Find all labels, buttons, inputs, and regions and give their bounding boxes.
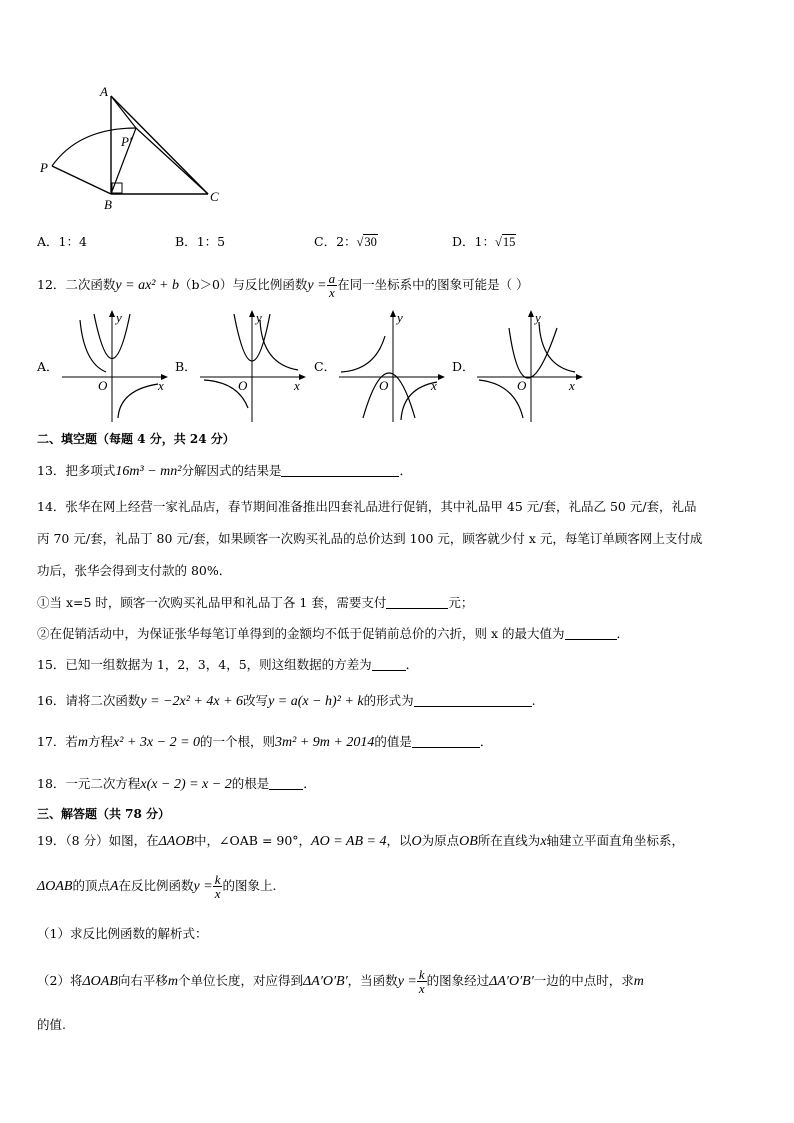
q19-line-2 <box>37 873 276 900</box>
segment-ob: OB <box>459 834 478 849</box>
triangle-image: ΔA′O′B′ <box>489 974 534 989</box>
question-text: ②在促销活动中，为保证张华每笔订单得到的金额均不低于促销前总价的六折，则 x 的最大值为 <box>37 626 565 641</box>
punctuation: . <box>531 693 536 708</box>
question-text: 方程 <box>88 734 114 749</box>
variable-m: m <box>633 974 644 989</box>
graph-d[interactable] <box>475 308 585 424</box>
question-12 <box>37 272 529 299</box>
option-label: C． <box>314 234 337 249</box>
origin-label: O <box>379 378 389 393</box>
denominator: x <box>328 285 335 300</box>
sqrt-expression: √30 <box>356 235 377 249</box>
y-label: y <box>397 310 403 325</box>
denominator: x <box>214 886 221 901</box>
expression: 3m² + 9m + 2014 <box>275 735 375 750</box>
q14-line-3: 功后，张华会得到支付款的 80%． <box>37 563 232 578</box>
parabola <box>509 328 557 378</box>
option-value: 1： <box>474 234 495 249</box>
answer-blank[interactable] <box>269 777 303 790</box>
unit: 元； <box>448 595 474 610</box>
numerator: k <box>418 967 425 982</box>
punctuation: ． <box>303 776 316 791</box>
graph-b[interactable] <box>198 308 308 424</box>
question-18 <box>37 777 316 792</box>
question-text: 在同一坐标系中的图象可能是（ ） <box>337 277 529 292</box>
y-axis-arrow <box>528 310 534 317</box>
question-text: 的一个根，则 <box>200 734 276 749</box>
formula: y = <box>397 974 417 989</box>
variable-x: x <box>540 834 547 849</box>
question-text: 向右平移 <box>117 973 168 988</box>
question-text: ①当 x=5 时，顾客一次购买礼品甲和礼品丁各 1 套，需要支付 <box>37 595 387 610</box>
x-label: x <box>294 378 300 393</box>
question-text: 17．若 <box>37 734 78 749</box>
question-text: 在反比例函数 <box>118 878 194 893</box>
triangle-oab: ΔOAB <box>82 974 118 989</box>
question-text: 分解因式的结果是 <box>181 463 282 478</box>
question-number: 12． <box>37 277 66 292</box>
q14-sub-1 <box>37 596 473 610</box>
q11-option-a[interactable] <box>37 236 87 249</box>
question-text: ，以 <box>386 833 412 848</box>
graph-option-label-c[interactable]: C． <box>314 359 337 374</box>
question-text: （2）将 <box>37 973 83 988</box>
segment-AP-prime <box>111 96 136 128</box>
question-15 <box>37 658 418 672</box>
geometry-figure <box>34 80 234 210</box>
punctuation: ． <box>616 626 630 641</box>
option-value: 1：4 <box>58 234 87 249</box>
origin-label: O <box>517 378 527 393</box>
q14-line-2: 丙 70 元/套，礼品丁 80 元/套，如果顾客一次购买礼品的总价达到 100 元，顾客就少付 x 元，每笔订单顾客网上支付成 <box>37 531 703 546</box>
radicand: 15 <box>502 235 516 249</box>
label-P-prime: P′ <box>121 134 132 149</box>
hyperbola-branch-2 <box>260 320 298 370</box>
variable-m: m <box>167 974 179 989</box>
graph-option-label-b[interactable]: B． <box>175 359 197 374</box>
fraction <box>327 272 338 299</box>
point-o: O <box>411 834 422 849</box>
option-label: D． <box>452 234 475 249</box>
x-axis-arrow <box>576 374 583 380</box>
graph-option-label-d[interactable]: D． <box>452 359 475 374</box>
numerator: k <box>214 872 221 887</box>
q19-part-2 <box>37 968 644 995</box>
y-label: y <box>535 310 541 325</box>
label-P: P <box>40 160 48 175</box>
question-text: 的值是 <box>374 734 412 749</box>
q11-option-b[interactable] <box>175 236 225 249</box>
punctuation: ． <box>399 463 412 478</box>
question-text: 的顶点 <box>72 878 110 893</box>
graph-c[interactable] <box>337 308 447 424</box>
segment-PB <box>52 166 111 194</box>
question-text: 的根是 <box>231 776 270 791</box>
formula: y = <box>307 278 327 293</box>
question-text: 的图象经过 <box>426 973 490 988</box>
question-text: 所在直线为 <box>477 833 541 848</box>
origin-label: O <box>98 378 108 393</box>
formula: y = −2x² + 4x + 6 <box>140 694 244 709</box>
q19-part-2-end: 的值. <box>37 1017 66 1032</box>
expression: 16m³ − mn² <box>115 464 182 479</box>
question-13 <box>37 464 412 479</box>
question-text: 13．把多项式 <box>37 463 116 478</box>
x-axis-arrow <box>299 374 306 380</box>
equation: x(x − 2) = x − 2 <box>140 777 232 792</box>
option-label: A． <box>37 234 59 249</box>
variable-m: m <box>77 735 89 750</box>
hyperbola-branch-1 <box>341 336 385 372</box>
point-a: A <box>109 879 119 894</box>
q19-line-1 <box>37 835 684 849</box>
equation: AO = AB = 4 <box>311 834 387 849</box>
option-label: B． <box>175 234 197 249</box>
x-label: x <box>431 378 437 393</box>
y-axis-arrow <box>249 310 255 317</box>
answer-blank[interactable] <box>386 596 448 609</box>
equation: x² + 3x − 2 = 0 <box>113 735 201 750</box>
triangle-aob: ΔAOB <box>158 834 195 849</box>
q11-option-d[interactable] <box>452 236 516 249</box>
origin-label: O <box>238 378 248 393</box>
question-text: 的图象上. <box>222 878 277 893</box>
q14-line-1: 14．张华在网上经营一家礼品店，春节期间准备推出四套礼品进行促销，其中礼品甲 45 元/套，礼品乙 50 元/套，礼品 <box>37 499 697 514</box>
numerator: a <box>328 271 336 286</box>
y-label: y <box>116 310 122 325</box>
question-text: 改写 <box>243 693 269 708</box>
triangle-image: ΔA′O′B′ <box>303 974 348 989</box>
answer-blank[interactable] <box>281 464 399 477</box>
question-17 <box>37 735 492 750</box>
question-text: ，当函数 <box>347 973 398 988</box>
parabola <box>363 373 415 418</box>
answer-blank[interactable] <box>565 627 617 640</box>
q19-part-1: （1）求反比例函数的解析式： <box>37 926 208 941</box>
question-text: 18．一元二次方程 <box>37 776 141 791</box>
radicand: 30 <box>364 235 377 249</box>
x-label: x <box>158 378 164 393</box>
question-text: 一边的中点时，求 <box>533 973 634 988</box>
question-text: 为原点 <box>421 833 460 848</box>
question-text: 19．（8 分）如图，在 <box>37 833 159 848</box>
option-value: 2： <box>336 234 357 249</box>
formula: y = a(x − h)² + k <box>268 694 364 709</box>
y-label: y <box>256 310 262 325</box>
question-text: （b＞0）与反比例函数 <box>178 277 308 292</box>
answer-blank[interactable] <box>412 735 480 748</box>
graph-a[interactable] <box>60 308 170 424</box>
formula: y = <box>193 879 213 894</box>
hyperbola-branch-2 <box>118 384 158 418</box>
label-A: A <box>100 84 108 99</box>
question-text: 个单位长度，对应得到 <box>178 973 304 988</box>
punctuation: ． <box>405 657 419 672</box>
label-B: B <box>104 197 112 210</box>
question-text: 中，∠OAB = 90°， <box>194 833 312 848</box>
question-16 <box>37 694 536 709</box>
denominator: x <box>418 981 425 996</box>
answer-blank[interactable] <box>372 658 406 671</box>
q14-sub-2 <box>37 627 629 641</box>
question-text: 16．请将二次函数 <box>37 693 141 708</box>
option-value: 1：5 <box>196 234 226 249</box>
question-text: 的形式为 <box>363 693 414 708</box>
q11-option-c[interactable] <box>314 236 378 249</box>
section-title: 二、填空题（每题 4 分，共 24 分） <box>37 432 235 446</box>
x-label: x <box>569 378 575 393</box>
triangle-oab: ΔOAB <box>37 879 73 894</box>
question-text: 轴建立平面直角坐标系， <box>546 833 685 848</box>
y-axis-arrow <box>109 310 115 317</box>
y-axis-arrow <box>390 310 396 317</box>
graph-option-label-a[interactable]: A． <box>37 359 59 374</box>
punctuation: ． <box>479 734 493 749</box>
segment-P-prime-C <box>136 128 208 194</box>
section-title: 三、解答题（共 78 分） <box>37 807 171 821</box>
answer-blank[interactable] <box>414 694 532 707</box>
sqrt-expression: √15 <box>494 235 516 249</box>
fraction <box>417 968 427 995</box>
label-C: C <box>210 189 219 204</box>
question-text: 二次函数 <box>65 277 116 292</box>
x-axis-arrow <box>438 374 445 380</box>
question-text: 15．已知一组数据为 1，2，3，4，5，则这组数据的方差为 <box>37 657 372 672</box>
formula: y = ax² + b <box>115 278 179 293</box>
